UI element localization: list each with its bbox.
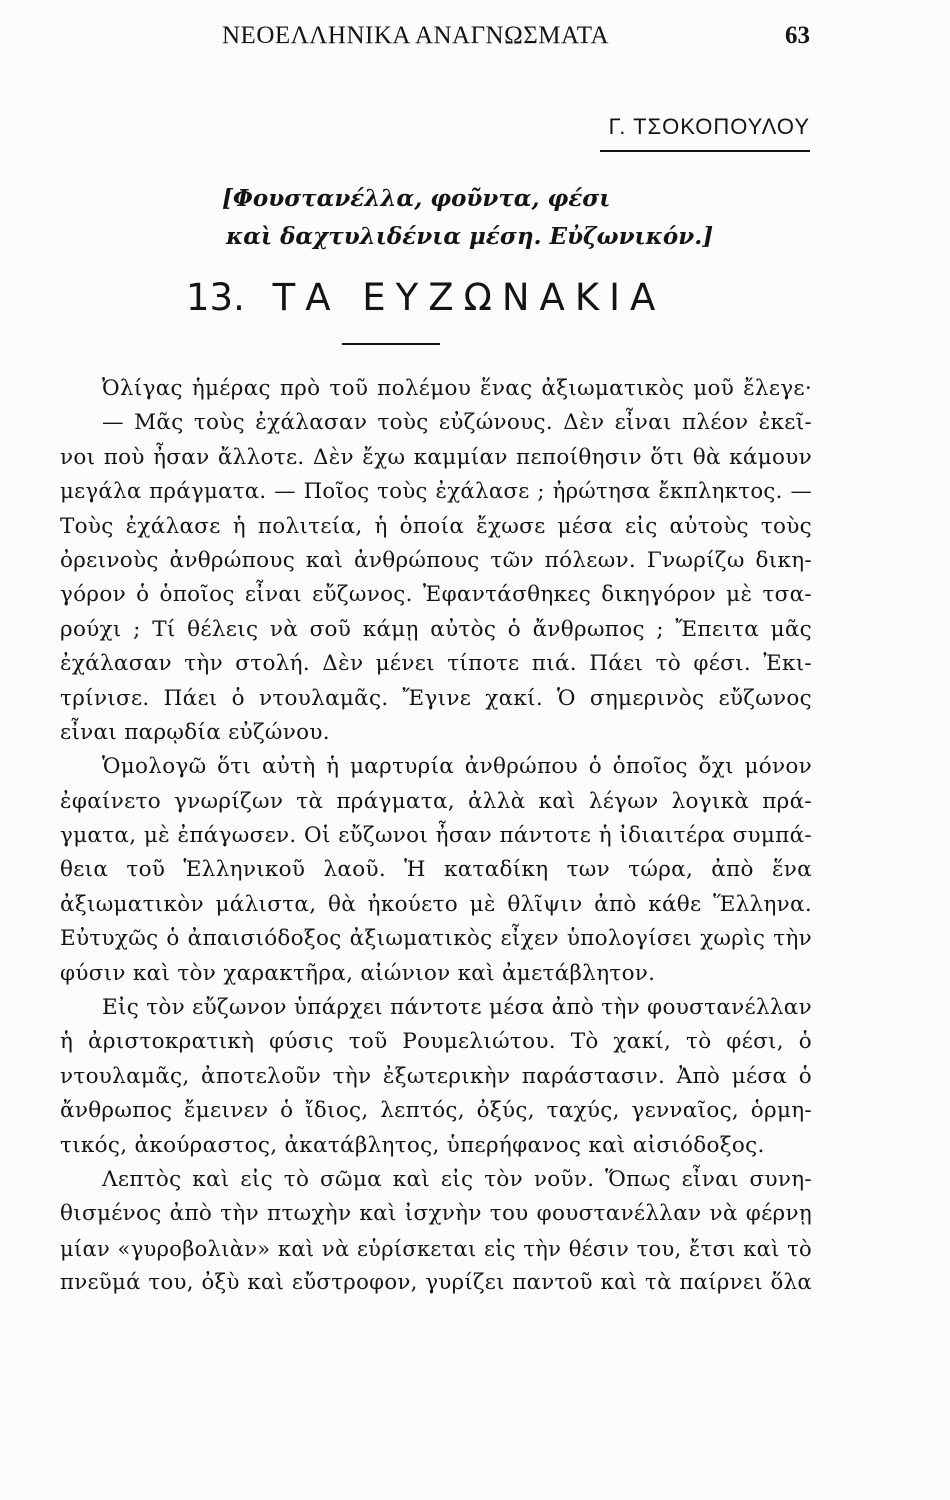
- text-line: γόρον ὁ ὁποῖος εἶναι εὔζωνος. Ἐφαντάσθηκες δικηγόρον μὲ τσα-: [60, 582, 812, 608]
- running-title: ΝΕΟΕΛΛΗΝΙΚΑ ΑΝΑΓΝΩΣΜΑΤΑ: [222, 22, 610, 49]
- epigraph-line: καὶ δαχτυλιδένια μέση. Εὐζωνικόν.]: [226, 223, 714, 250]
- epigraph: [222, 180, 713, 256]
- text-line: θισμένος ἀπὸ τὴν πτωχὴν καὶ ἰσχνὴν του φουστανέλλαν νὰ φέρνῃ: [60, 1201, 812, 1227]
- text-line: Ὁμολογῶ ὅτι αὐτὴ ἡ μαρτυρία ἀνθρώπου ὁ ὁποῖος ὄχι μόνον: [102, 754, 812, 780]
- running-header: [60, 22, 810, 52]
- body-text: [60, 372, 812, 1301]
- text-line: Ὀλίγας ἡμέρας πρὸ τοῦ πολέμου ἕνας ἀξιωματικὸς μοῦ ἔλεγε·: [102, 376, 812, 401]
- page-number: 63: [785, 22, 810, 49]
- chapter-number: 13.: [186, 276, 245, 319]
- text-line: ἀξιωματικὸν μάλιστα, θὰ ἠκούετο μὲ θλῖψιν ἀπὸ κάθε Ἕλληνα.: [60, 891, 812, 917]
- text-line: εἶναι παρῳδία εὐζώνου.: [60, 719, 330, 745]
- text-line: γματα, μὲ ἐπάγωσεν. Οἱ εὔζωνοι ἦσαν πάντοτε ἡ ἰδιαιτέρα συμπά-: [60, 823, 812, 849]
- text-line: μεγάλα πράγματα. — Ποῖος τοὺς ἐχάλασε ; ἠρώτησα ἔκπληκτος. —: [60, 479, 812, 505]
- chapter-title: ΤΑ ΕΥΖΩΝΑΚΙΑ: [272, 276, 666, 319]
- text-line: θεια τοῦ Ἑλληνικοῦ λαοῦ. Ἡ καταδίκη των τώρα, ἀπὸ ἕνα: [60, 857, 812, 883]
- text-line: Λεπτὸς καὶ εἰς τὸ σῶμα καὶ εἰς τὸν νοῦν. Ὅπως εἶναι συνη-: [102, 1166, 812, 1192]
- text-line: Εὐτυχῶς ὁ ἀπαισιόδοξος ἀξιωματικὸς εἶχεν ὑπολογίσει χωρὶς τὴν: [60, 926, 812, 952]
- text-line: ρούχι ; Τί θέλεις νὰ σοῦ κάμῃ αὐτὸς ὁ ἄνθρωπος ; Ἔπειτα μᾶς: [60, 616, 812, 642]
- text-line: ἐφαίνετο γνωρίζων τὰ πράγματα, ἀλλὰ καὶ λέγων λογικὰ πρά-: [60, 788, 812, 814]
- text-line: ἡ ἀριστοκρατικὴ φύσις τοῦ Ρουμελιώτου. Τὸ χακί, τὸ φέσι, ὁ: [60, 1029, 812, 1055]
- text-line: τρίνισε. Πάει ὁ ντουλαμᾶς. Ἔγινε χακί. Ὁ σημερινὸς εὔζωνος: [60, 685, 812, 711]
- chapter-heading: [186, 276, 665, 319]
- author-underline: [600, 150, 810, 152]
- text-line: φύσιν καὶ τὸν χαρακτῆρα, αἰώνιον καὶ ἀμετάβλητον.: [60, 960, 656, 986]
- text-line: ὀρεινοὺς ἀνθρώπους καὶ ἀνθρώπους τῶν πόλεων. Γνωρίζω δικη-: [60, 547, 812, 573]
- text-line: μίαν «γυροβολιὰν» καὶ νὰ εὑρίσκεται εἰς τὴν θέσιν του, ἔτσι καὶ τὸ: [60, 1236, 812, 1261]
- author-name: Γ. ΤΣΟΚΟΠΟΥΛΟΥ: [608, 114, 810, 139]
- text-line: ντουλαμᾶς, ἀποτελοῦν τὴν ἐξωτερικὴν παράστασιν. Ἀπὸ μέσα ὁ: [60, 1063, 812, 1089]
- text-line: Εἰς τὸν εὔζωνον ὑπάρχει πάντοτε μέσα ἀπὸ τὴν φουστανέλλαν: [102, 995, 812, 1021]
- text-line: — Μᾶς τοὺς ἐχάλασαν τοὺς εὐζώνους. Δὲν εἶναι πλέον ἐκεῖ-: [102, 410, 812, 436]
- text-line: τικός, ἀκούραστος, ἀκατάβλητος, ὑπερήφανος καὶ αἰσιόδοξος.: [60, 1132, 765, 1158]
- text-line: Τοὺς ἐχάλασε ἡ πολιτεία, ἡ ὁποία ἔχωσε μέσα εἰς αὐτοὺς τοὺς: [60, 513, 812, 539]
- title-divider: [342, 343, 440, 345]
- text-line: ἐχάλασαν τὴν στολή. Δὲν μένει τίποτε πιά. Πάει τὸ φέσι. Ἐκι-: [60, 651, 812, 677]
- epigraph-line: [Φουστανέλλα, φοῦντα, φέσι: [222, 185, 611, 212]
- text-line: πνεῦμά του, ὀξὺ καὶ εὔστροφον, γυρίζει παντοῦ καὶ τὰ παίρνει ὅλα: [60, 1270, 812, 1296]
- text-line: ἄνθρωπος ἔμεινεν ὁ ἴδιος, λεπτός, ὀξύς, ταχύς, γενναῖος, ὁρμη-: [60, 1098, 812, 1124]
- text-line: νοι ποὺ ἦσαν ἄλλοτε. Δὲν ἔχω καμμίαν πεποίθησιν ὅτι θὰ κάμουν: [60, 444, 812, 470]
